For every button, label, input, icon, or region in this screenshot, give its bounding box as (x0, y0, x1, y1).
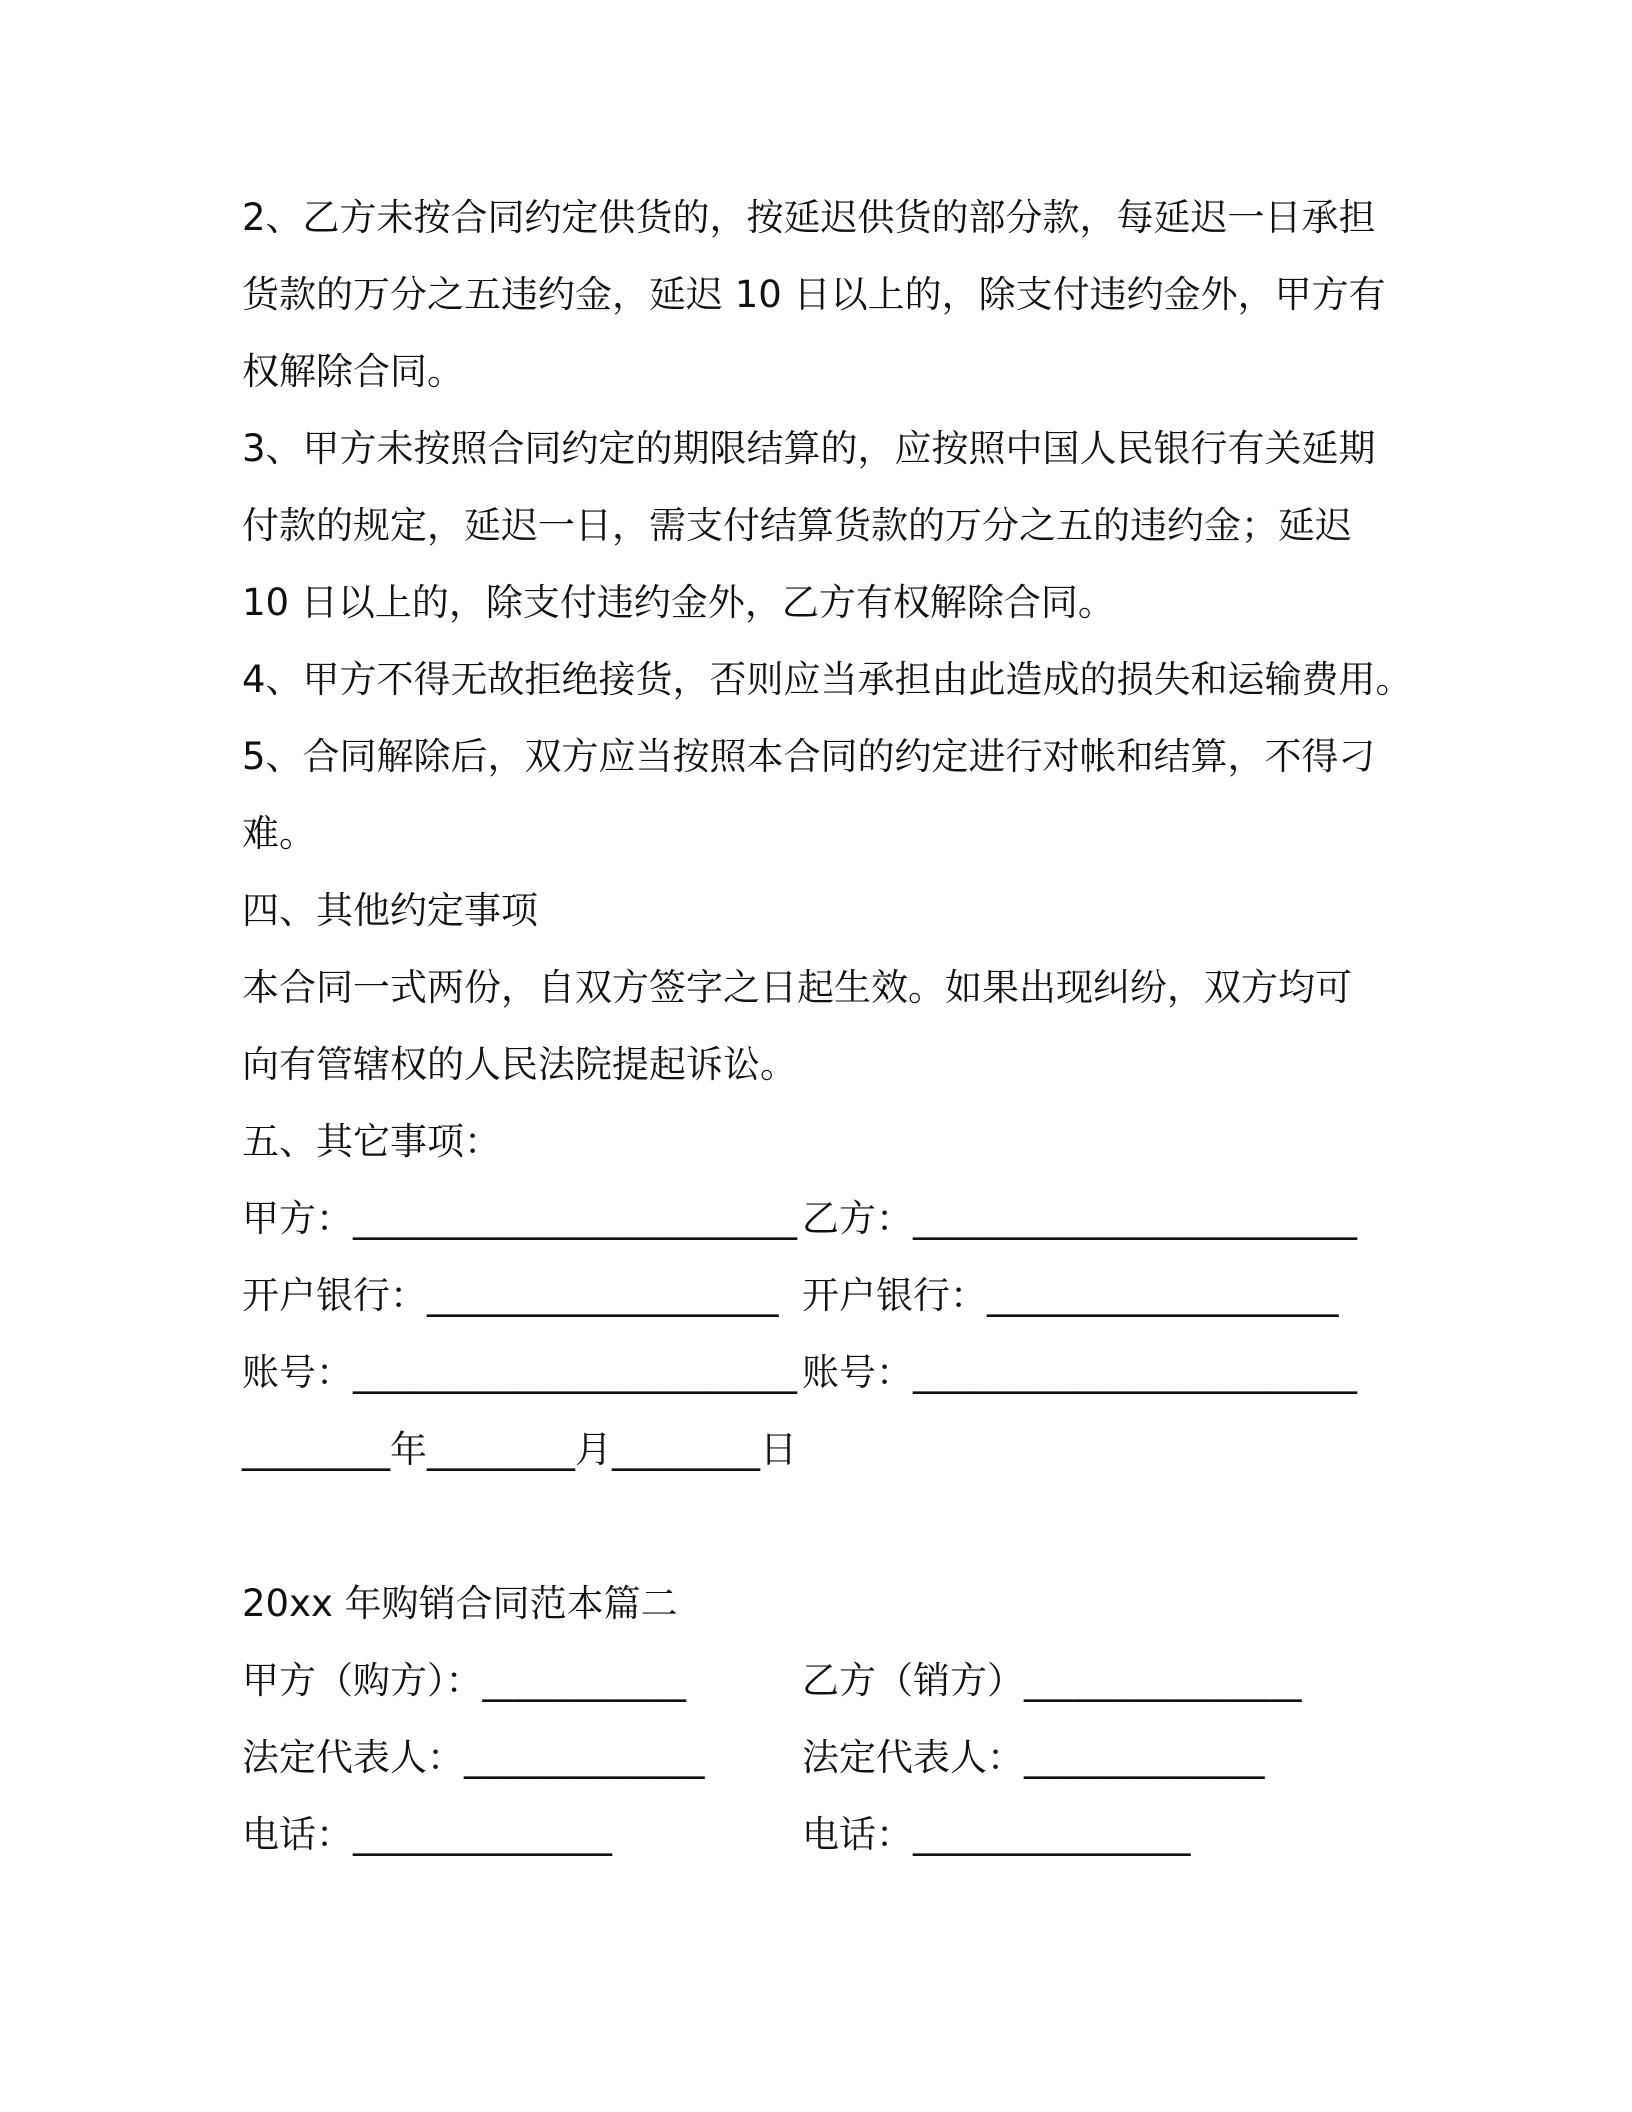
clause-2-line-3: 权解除合同。 (242, 350, 464, 393)
clause-4-line-1: 4、甲方不得无故拒绝接货，否则应当承担由此造成的损失和运输费用。 (242, 658, 1413, 701)
section-4-line-1: 本合同一式两份，自双方签字之日起生效。如果出现纠纷，双方均可 (242, 966, 1352, 1009)
buyer-phone-field: 电话：______________ (242, 1813, 612, 1856)
party-b-account-field: 账号：________________________ (802, 1351, 1357, 1394)
buyer-field: 甲方（购方）：___________ (242, 1659, 686, 1702)
clause-2-line-2: 货款的万分之五违约金，延迟 10 日以上的，除支付违约金外，甲方有 (242, 273, 1386, 316)
clause-3-line-1: 3、甲方未按照合同约定的期限结算的，应按照中国人民银行有关延期 (242, 427, 1376, 470)
seller-field: 乙方（销方）_______________ (802, 1659, 1302, 1702)
section-4-heading: 四、其他约定事项 (242, 889, 538, 932)
clause-3-line-2: 付款的规定，延迟一日，需支付结算货款的万分之五的违约金；延迟 (242, 504, 1352, 547)
second-contract-title: 20xx 年购销合同范本篇二 (242, 1582, 678, 1625)
party-a-name-field: 甲方：________________________ (242, 1197, 797, 1240)
section-4-line-2: 向有管辖权的人民法院提起诉讼。 (242, 1043, 797, 1086)
clause-3-line-3: 10 日以上的，除支付违约金外，乙方有权解除合同。 (242, 581, 1115, 624)
buyer-representative-field: 法定代表人：_____________ (242, 1736, 705, 1779)
signing-date-field: ________年________月________日 (242, 1428, 797, 1471)
party-a-account-field: 账号：________________________ (242, 1351, 797, 1394)
clause-2-line-1: 2、乙方未按合同约定供货的，按延迟供货的部分款，每延迟一日承担 (242, 196, 1376, 239)
seller-phone-field: 电话：_______________ (802, 1813, 1191, 1856)
seller-representative-field: 法定代表人：_____________ (802, 1736, 1265, 1779)
clause-5-line-1: 5、合同解除后，双方应当按照本合同的约定进行对帐和结算，不得刁 (242, 735, 1376, 778)
party-b-bank-field: 开户银行：___________________ (802, 1274, 1339, 1317)
section-5-heading: 五、其它事项： (242, 1120, 501, 1163)
party-b-name-field: 乙方：________________________ (802, 1197, 1357, 1240)
clause-5-line-2: 难。 (242, 812, 316, 855)
party-a-bank-field: 开户银行：___________________ (242, 1274, 779, 1317)
